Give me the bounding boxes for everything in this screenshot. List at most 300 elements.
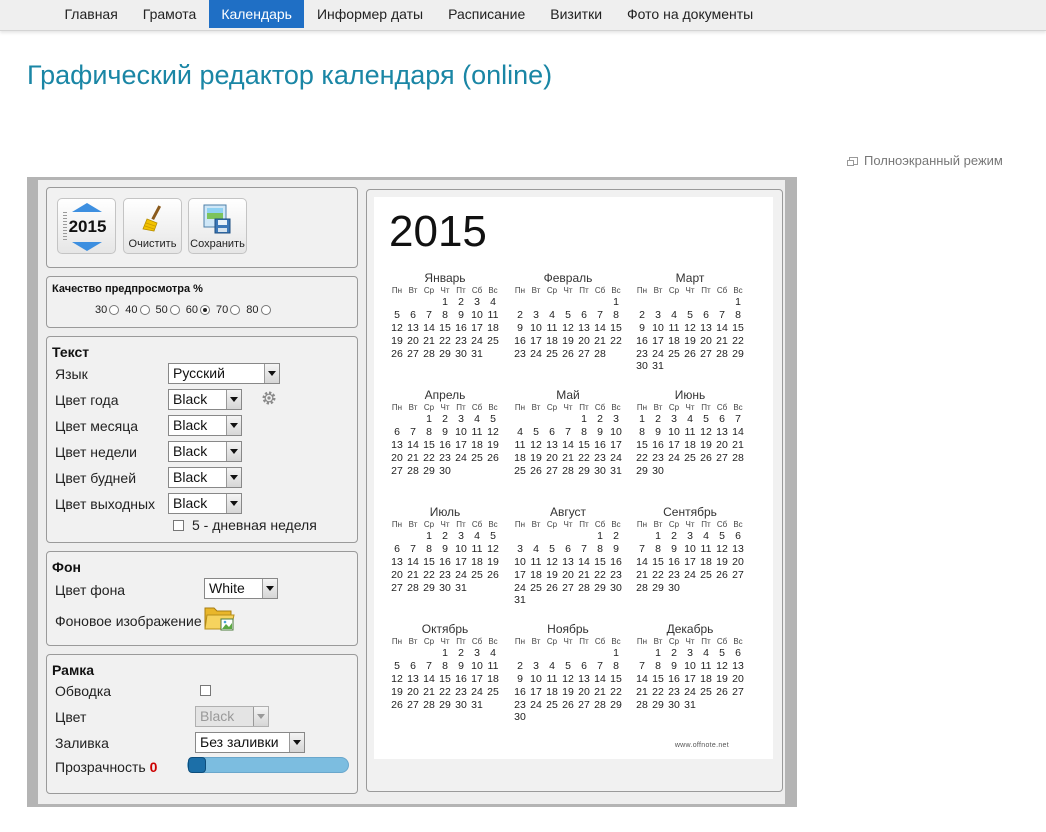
- day-cell: 15: [652, 672, 664, 685]
- day-cell: 26: [716, 568, 728, 581]
- month-name: Апрель: [424, 388, 466, 402]
- weekday-header: Ср: [668, 520, 680, 529]
- day-cell: 25: [487, 685, 499, 698]
- day-cell: 20: [391, 451, 403, 464]
- day-cell: 16: [668, 555, 680, 568]
- day-cell: 25: [700, 685, 712, 698]
- day-cell: 28: [716, 347, 728, 360]
- day-cell: [682, 464, 698, 477]
- day-cell: [592, 594, 608, 607]
- day-cell: [634, 530, 650, 543]
- day-cell: 8: [613, 660, 619, 673]
- day-cell: 24: [530, 347, 542, 360]
- save-image-icon: [203, 204, 231, 234]
- year-up-arrow-icon[interactable]: [72, 203, 102, 212]
- day-cell: 21: [407, 568, 419, 581]
- day-cell: 11: [487, 309, 499, 322]
- day-cell: 28: [594, 347, 606, 360]
- day-cell: [512, 296, 528, 309]
- day-cell: 26: [487, 568, 499, 581]
- day-cell: 4: [490, 296, 496, 309]
- quality-radio[interactable]: [140, 305, 150, 315]
- day-cell: 27: [407, 347, 419, 360]
- day-cell: 1: [613, 296, 619, 309]
- day-cell: 7: [639, 543, 645, 556]
- weekday-header: Сб: [716, 520, 728, 529]
- folder-open-icon[interactable]: [204, 604, 235, 633]
- nav-item[interactable]: Расписание: [448, 6, 526, 22]
- day-cell: 19: [391, 685, 403, 698]
- day-cell: 21: [636, 568, 648, 581]
- day-cell: 17: [530, 685, 542, 698]
- fullscreen-icon: [849, 157, 858, 165]
- month-grid: [512, 636, 624, 724]
- day-cell: 14: [636, 555, 648, 568]
- day-cell: 3: [458, 530, 464, 543]
- text-color-select[interactable]: [168, 415, 242, 436]
- day-cell: 25: [487, 334, 499, 347]
- day-cell: 19: [530, 451, 542, 464]
- day-cell: 18: [530, 568, 542, 581]
- quality-option[interactable]: [95, 304, 119, 316]
- month-grid: [389, 519, 501, 594]
- text-color-value: Black: [173, 495, 208, 511]
- day-cell: 12: [684, 321, 696, 334]
- quality-option[interactable]: [156, 304, 180, 316]
- day-cell: 12: [700, 426, 712, 439]
- weekday-header: Вт: [531, 403, 541, 412]
- day-cell: 16: [514, 685, 526, 698]
- day-cell: [405, 647, 421, 660]
- day-cell: 17: [471, 672, 483, 685]
- day-cell: 30: [668, 698, 680, 711]
- day-cell: [592, 296, 608, 309]
- day-cell: 18: [471, 438, 483, 451]
- weekday-header: Ср: [668, 286, 680, 295]
- quality-option[interactable]: [246, 304, 270, 316]
- weekday-header: Пт: [456, 403, 466, 412]
- quality-option-label: 30: [95, 304, 108, 316]
- day-cell: 16: [610, 555, 622, 568]
- calendar-editor: [27, 177, 797, 807]
- save-button[interactable]: [188, 198, 247, 254]
- day-cell: 13: [407, 321, 419, 334]
- day-cell: 30: [610, 581, 622, 594]
- nav-item[interactable]: Грамота: [142, 6, 197, 22]
- weekday-header: Вс: [488, 403, 498, 412]
- weekday-header: Пт: [701, 286, 711, 295]
- weekday-header: Чт: [685, 403, 695, 412]
- day-cell: 1: [442, 647, 448, 660]
- day-cell: 12: [530, 438, 542, 451]
- quality-radio[interactable]: [230, 305, 240, 315]
- day-cell: 5: [549, 543, 555, 556]
- day-cell: 5: [719, 530, 725, 543]
- day-cell: [560, 530, 576, 543]
- day-cell: [666, 360, 682, 373]
- weekday-header: Пт: [701, 520, 711, 529]
- day-cell: [650, 296, 666, 309]
- day-cell: 6: [394, 426, 400, 439]
- day-cell: [576, 530, 592, 543]
- day-cell: 3: [655, 309, 661, 322]
- nav-item[interactable]: Главная: [64, 6, 118, 22]
- day-cell: 2: [458, 647, 464, 660]
- day-cell: 21: [407, 451, 419, 464]
- background-panel: [46, 551, 358, 646]
- day-cell: [698, 296, 714, 309]
- day-cell: 2: [458, 296, 464, 309]
- day-cell: 3: [687, 647, 693, 660]
- day-cell: 15: [610, 321, 622, 334]
- day-cell: 25: [546, 698, 558, 711]
- quality-radio[interactable]: [170, 305, 180, 315]
- day-cell: 10: [471, 309, 483, 322]
- day-cell: 5: [394, 660, 400, 673]
- weekday-header: Пн: [514, 637, 526, 646]
- day-cell: 14: [423, 672, 435, 685]
- text-color-value: Black: [173, 391, 208, 407]
- day-cell: [714, 360, 730, 373]
- day-cell: 4: [490, 647, 496, 660]
- day-cell: 11: [700, 660, 712, 673]
- day-cell: 8: [581, 426, 587, 439]
- quality-option-label: 50: [155, 304, 168, 316]
- day-cell: 20: [578, 685, 590, 698]
- day-cell: 18: [546, 334, 558, 347]
- weekday-header: Пт: [456, 286, 466, 295]
- text-color-select[interactable]: [168, 467, 242, 488]
- weekday-header: Ср: [546, 286, 558, 295]
- month-name: Март: [675, 271, 705, 285]
- five-day-week-label: 5 - дневная неделя: [192, 517, 317, 533]
- day-cell: 8: [426, 426, 432, 439]
- day-cell: 25: [471, 451, 483, 464]
- day-cell: 11: [684, 426, 696, 439]
- calendar-month: [389, 505, 501, 594]
- day-cell: 19: [562, 685, 574, 698]
- day-cell: 27: [562, 581, 574, 594]
- day-cell: 12: [562, 672, 574, 685]
- nav-list: [0, 0, 1046, 28]
- day-cell: 12: [487, 426, 499, 439]
- weekday-header: Вт: [653, 520, 663, 529]
- day-cell: 11: [471, 426, 483, 439]
- year-down-arrow-icon[interactable]: [72, 242, 102, 251]
- day-cell: [528, 413, 544, 426]
- weekday-header: Вт: [531, 520, 541, 529]
- day-cell: 31: [514, 594, 526, 607]
- day-cell: 21: [732, 438, 744, 451]
- day-cell: 20: [407, 334, 419, 347]
- day-cell: [576, 296, 592, 309]
- save-label: Сохранить: [190, 238, 245, 250]
- frame-panel: [46, 654, 358, 794]
- opacity-slider-handle[interactable]: [188, 757, 206, 773]
- day-cell: 16: [439, 555, 451, 568]
- day-cell: 5: [490, 530, 496, 543]
- frame-panel-title: Рамка: [52, 662, 95, 678]
- day-cell: 13: [391, 438, 403, 451]
- chevron-down-icon: [264, 364, 279, 383]
- weekday-header: Сб: [471, 637, 483, 646]
- calendar-month: [389, 388, 501, 477]
- day-cell: 19: [391, 334, 403, 347]
- calendar-year: 2015: [389, 207, 487, 256]
- day-cell: 27: [732, 568, 744, 581]
- clear-button[interactable]: [123, 198, 182, 254]
- quality-panel: [46, 276, 358, 328]
- text-color-value: Black: [173, 417, 208, 433]
- day-cell: 22: [610, 334, 622, 347]
- weekday-header: Пт: [579, 403, 589, 412]
- day-cell: 19: [700, 438, 712, 451]
- day-cell: 14: [407, 555, 419, 568]
- quality-option[interactable]: [125, 304, 149, 316]
- day-cell: 30: [514, 711, 526, 724]
- month-grid: [634, 402, 746, 477]
- day-cell: 6: [549, 426, 555, 439]
- weekday-header: Пн: [514, 403, 526, 412]
- day-cell: [544, 711, 560, 724]
- weekday-header: Вт: [531, 286, 541, 295]
- frame-color-select[interactable]: [195, 706, 269, 727]
- year-spinner-button[interactable]: [57, 198, 116, 254]
- day-cell: 17: [514, 568, 526, 581]
- weekday-header: Чт: [563, 403, 573, 412]
- fullscreen-link[interactable]: [849, 153, 1003, 168]
- day-cell: [544, 296, 560, 309]
- day-cell: 2: [517, 660, 523, 673]
- day-cell: 25: [700, 568, 712, 581]
- chevron-down-icon: [253, 707, 268, 726]
- weekday-header: Пн: [636, 637, 648, 646]
- day-cell: 1: [426, 530, 432, 543]
- day-cell: 20: [562, 568, 574, 581]
- day-cell: 9: [458, 309, 464, 322]
- opacity-slider[interactable]: [187, 757, 349, 773]
- day-cell: 11: [487, 660, 499, 673]
- day-cell: 6: [394, 543, 400, 556]
- five-day-week-checkbox[interactable]: [173, 520, 184, 531]
- day-cell: 15: [732, 321, 744, 334]
- day-cell: 20: [732, 672, 744, 685]
- day-cell: 11: [471, 543, 483, 556]
- calendar-month: [512, 622, 624, 724]
- day-cell: 24: [652, 347, 664, 360]
- background-color-select[interactable]: [204, 578, 278, 599]
- nav-item[interactable]: Информер даты: [316, 6, 424, 22]
- day-cell: 15: [423, 555, 435, 568]
- month-name: Июнь: [674, 388, 706, 402]
- day-cell: 16: [455, 672, 467, 685]
- nav-item[interactable]: Фото на документы: [627, 6, 754, 22]
- day-cell: 17: [530, 334, 542, 347]
- day-cell: [634, 296, 650, 309]
- day-cell: 28: [407, 581, 419, 594]
- day-cell: 2: [671, 530, 677, 543]
- fullscreen-label: Полноэкранный режим: [864, 153, 1003, 168]
- weekday-header: Сб: [471, 286, 483, 295]
- day-cell: 7: [565, 426, 571, 439]
- day-cell: 10: [455, 426, 467, 439]
- preview-panel: [366, 189, 783, 792]
- day-cell: 15: [439, 672, 451, 685]
- clear-label: Очистить: [128, 238, 177, 250]
- weekday-header: Пт: [579, 286, 589, 295]
- day-cell: 31: [471, 347, 483, 360]
- day-cell: 13: [716, 426, 728, 439]
- year-value: 2015: [68, 217, 107, 236]
- day-cell: [453, 464, 469, 477]
- calendar-month: [389, 271, 501, 360]
- day-cell: [544, 413, 560, 426]
- weekday-header: Ср: [546, 637, 558, 646]
- weekday-header: Вт: [408, 403, 418, 412]
- day-cell: 25: [530, 581, 542, 594]
- day-cell: 29: [732, 347, 744, 360]
- text-color-select[interactable]: [168, 441, 242, 462]
- day-cell: 28: [732, 451, 744, 464]
- day-cell: 10: [610, 426, 622, 439]
- day-cell: 27: [578, 698, 590, 711]
- day-cell: 19: [716, 672, 728, 685]
- fill-select[interactable]: [195, 732, 305, 753]
- weekday-header: Вт: [408, 637, 418, 646]
- month-grid: [389, 402, 501, 477]
- quality-radio[interactable]: [261, 305, 271, 315]
- day-cell: 5: [565, 660, 571, 673]
- day-cell: 16: [439, 438, 451, 451]
- day-cell: 17: [684, 672, 696, 685]
- weekday-header: Вт: [653, 403, 663, 412]
- day-cell: 7: [639, 660, 645, 673]
- day-cell: [544, 594, 560, 607]
- weekday-header: Сб: [471, 520, 483, 529]
- background-image-label: Фоновое изображение: [55, 613, 202, 629]
- nav-item[interactable]: Визитки: [550, 6, 603, 22]
- day-cell: 19: [684, 334, 696, 347]
- weekday-header: Пн: [391, 403, 403, 412]
- day-cell: 8: [426, 543, 432, 556]
- text-color-label: Цвет будней: [55, 470, 137, 486]
- day-cell: 2: [517, 309, 523, 322]
- day-cell: 9: [442, 543, 448, 556]
- frame-color-label: Цвет: [55, 709, 87, 725]
- day-cell: 6: [565, 543, 571, 556]
- day-cell: 30: [439, 581, 451, 594]
- day-cell: [592, 647, 608, 660]
- day-cell: 16: [652, 438, 664, 451]
- weekday-header: Ср: [668, 403, 680, 412]
- day-cell: 23: [636, 347, 648, 360]
- quality-option-label: 60: [185, 304, 198, 316]
- day-cell: 26: [487, 451, 499, 464]
- month-name: Май: [556, 388, 580, 402]
- weekday-header: Пн: [514, 286, 526, 295]
- day-cell: 18: [700, 555, 712, 568]
- day-cell: 6: [719, 413, 725, 426]
- fill-label: Заливка: [55, 735, 109, 751]
- weekday-header: Вт: [653, 637, 663, 646]
- chevron-down-icon: [226, 416, 241, 435]
- weekday-header: Сб: [594, 637, 606, 646]
- day-cell: 24: [471, 334, 483, 347]
- day-cell: 13: [732, 543, 744, 556]
- quality-radio[interactable]: [109, 305, 119, 315]
- weekday-header: Пн: [391, 286, 403, 295]
- language-select[interactable]: [168, 363, 280, 384]
- day-cell: 2: [613, 530, 619, 543]
- day-cell: 18: [700, 672, 712, 685]
- day-cell: 3: [687, 530, 693, 543]
- language-label: Язык: [55, 366, 88, 382]
- month-grid: [512, 285, 624, 360]
- weekday-header: Сб: [716, 637, 728, 646]
- quality-option-label: 70: [216, 304, 229, 316]
- day-cell: 3: [517, 543, 523, 556]
- day-cell: 14: [578, 555, 590, 568]
- weekday-header: Вс: [733, 403, 743, 412]
- chevron-down-icon: [226, 442, 241, 461]
- day-cell: 7: [426, 660, 432, 673]
- text-color-select[interactable]: [168, 389, 242, 410]
- day-cell: 28: [562, 464, 574, 477]
- outline-checkbox[interactable]: [200, 685, 211, 696]
- month-grid: [389, 285, 501, 360]
- day-cell: 14: [562, 438, 574, 451]
- day-cell: 5: [565, 309, 571, 322]
- day-cell: 26: [391, 698, 403, 711]
- day-cell: [698, 698, 714, 711]
- month-name: Октябрь: [421, 622, 469, 636]
- weekday-header: Пн: [636, 403, 648, 412]
- day-cell: 27: [732, 685, 744, 698]
- day-cell: 12: [716, 543, 728, 556]
- day-cell: 17: [668, 438, 680, 451]
- day-cell: 7: [597, 309, 603, 322]
- weekday-header: Пн: [514, 520, 526, 529]
- gear-icon[interactable]: [261, 390, 277, 406]
- quality-radio[interactable]: [200, 305, 210, 315]
- day-cell: [485, 347, 501, 360]
- day-cell: [608, 594, 624, 607]
- day-cell: 28: [636, 698, 648, 711]
- day-cell: 7: [581, 543, 587, 556]
- day-cell: 18: [487, 672, 499, 685]
- day-cell: 13: [578, 672, 590, 685]
- day-cell: 26: [700, 451, 712, 464]
- weekday-header: Пн: [636, 286, 648, 295]
- day-cell: 22: [732, 334, 744, 347]
- quality-option[interactable]: [216, 304, 240, 316]
- calendar-month: [634, 622, 746, 711]
- day-cell: 24: [455, 568, 467, 581]
- day-cell: 31: [455, 581, 467, 594]
- nav-item[interactable]: Календарь: [209, 0, 305, 28]
- text-color-select[interactable]: [168, 493, 242, 514]
- day-cell: 28: [578, 581, 590, 594]
- day-cell: 6: [735, 647, 741, 660]
- day-cell: 17: [471, 321, 483, 334]
- quality-option[interactable]: [186, 304, 210, 316]
- weekday-header: Чт: [440, 637, 450, 646]
- day-cell: 31: [652, 360, 664, 373]
- month-grid: [512, 402, 624, 477]
- day-cell: 23: [514, 347, 526, 360]
- day-cell: 28: [594, 698, 606, 711]
- day-cell: 20: [407, 685, 419, 698]
